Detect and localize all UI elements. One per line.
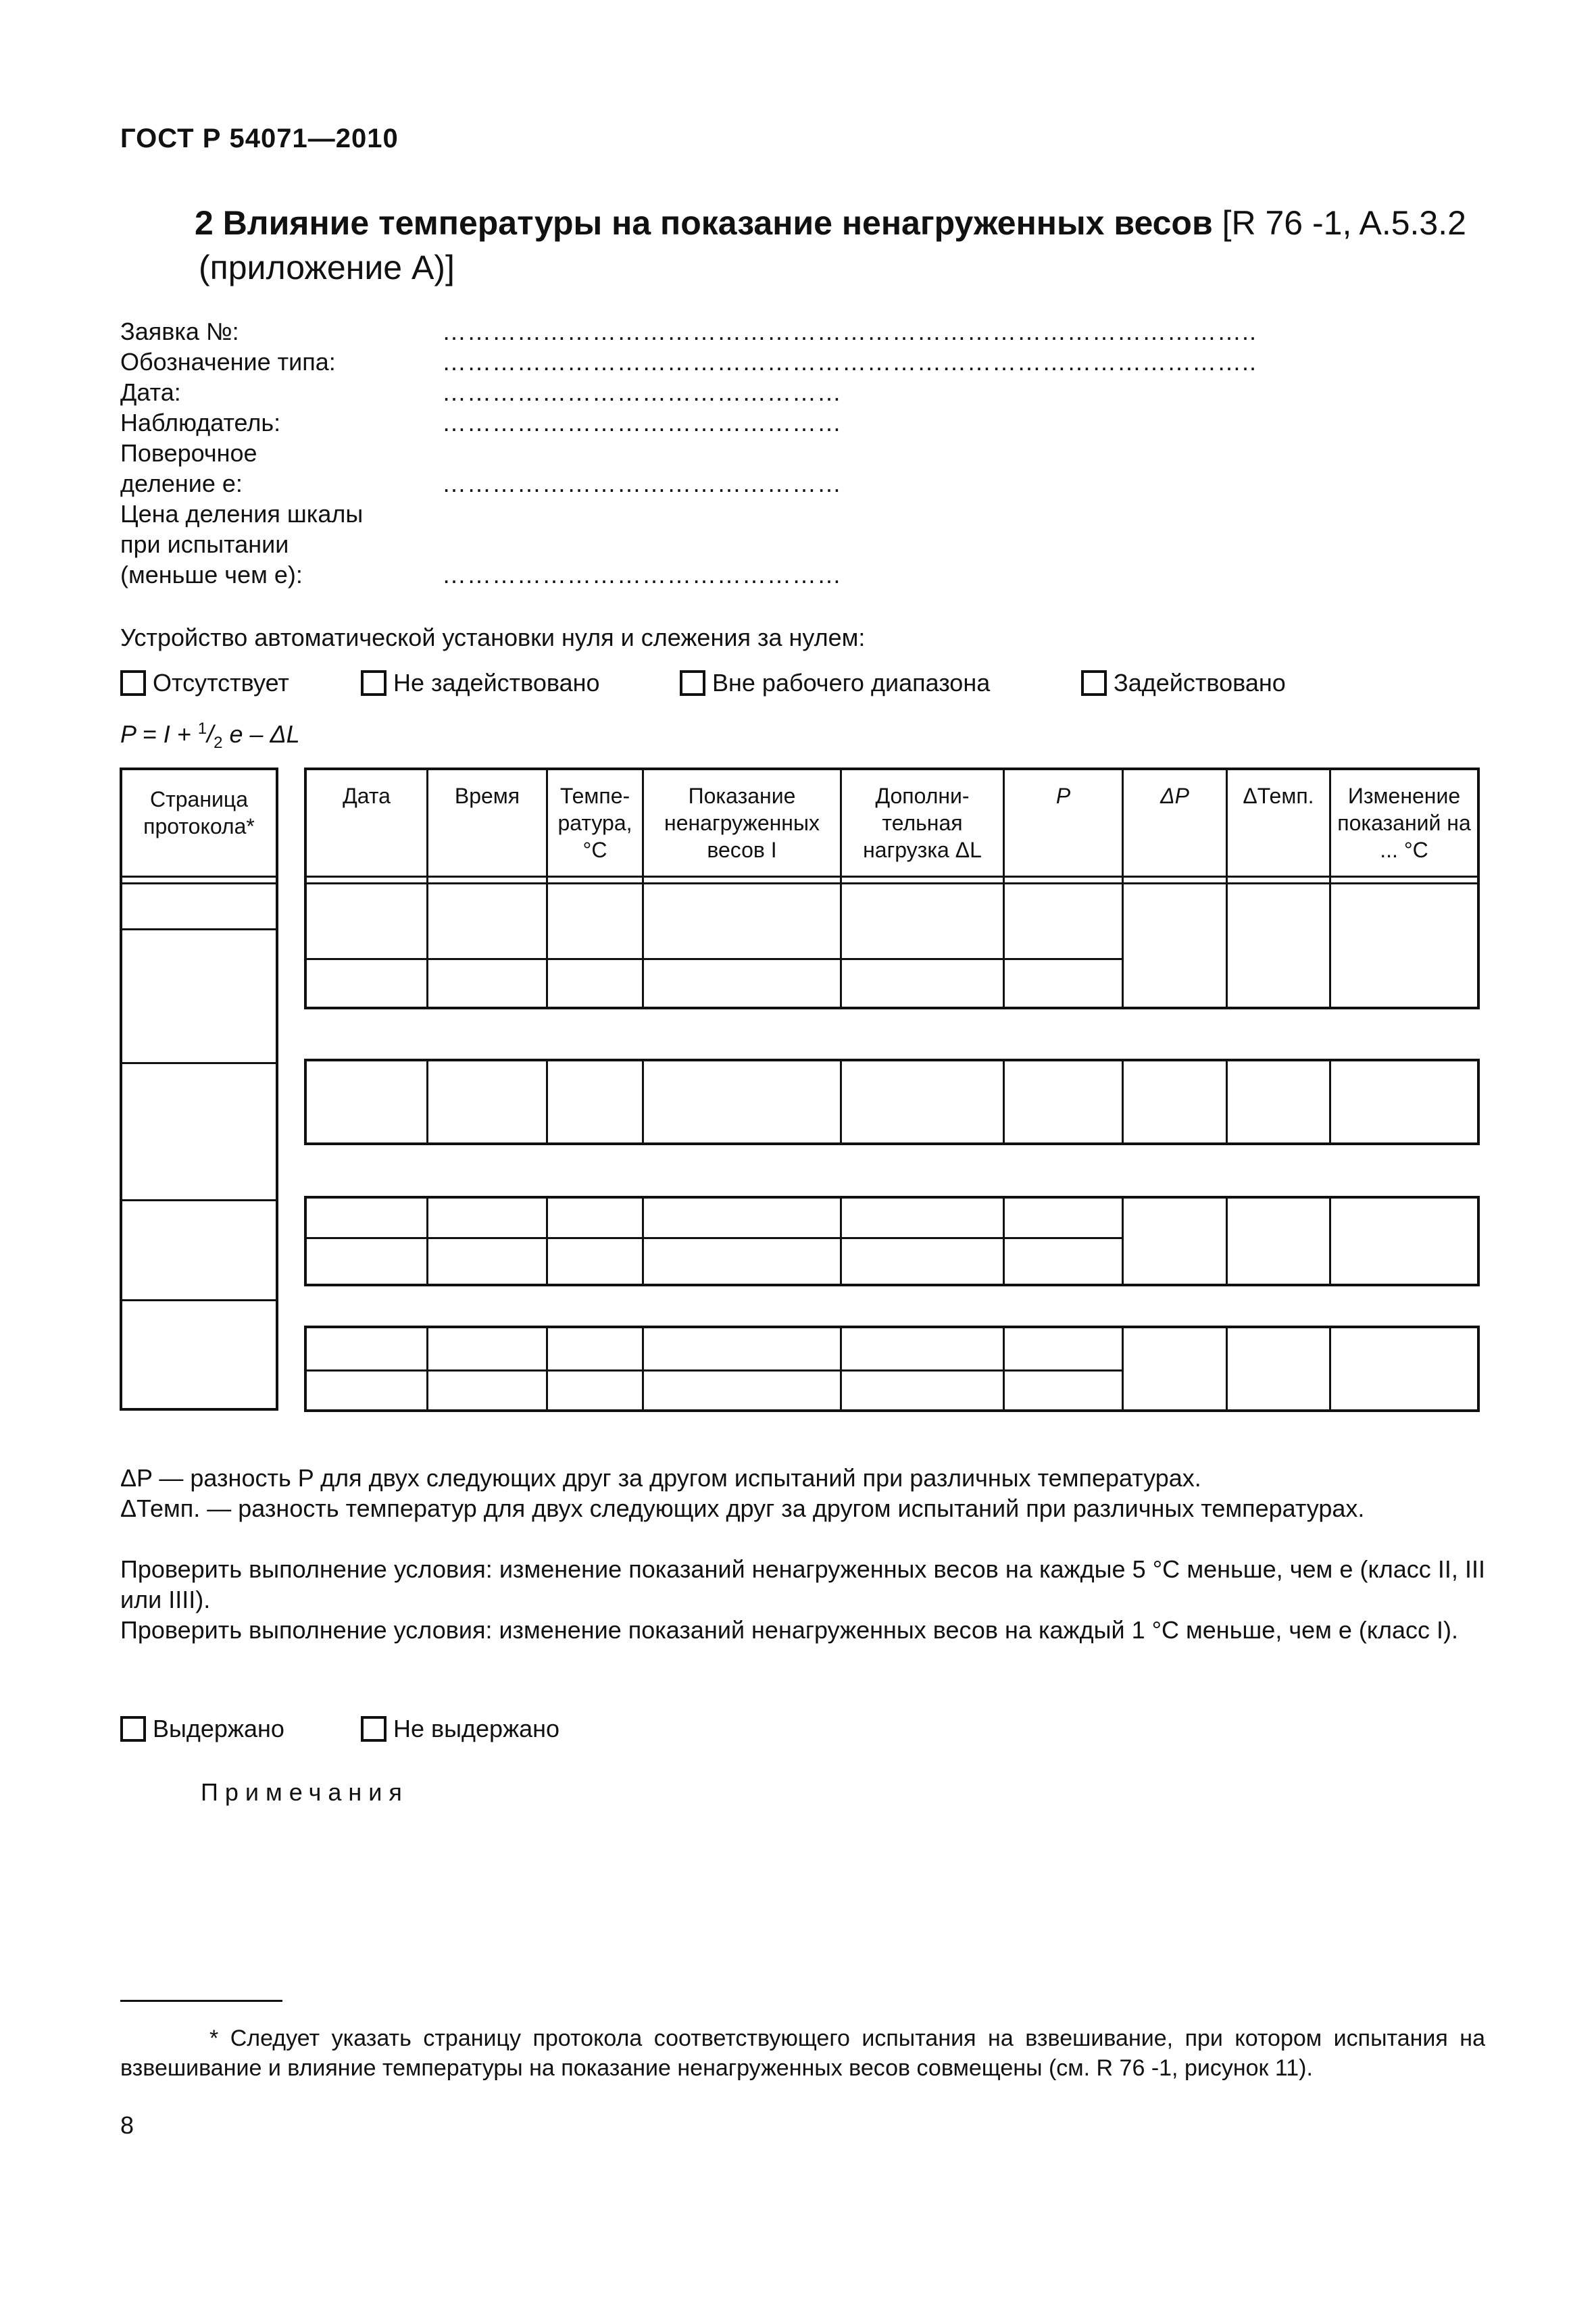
col-divider bbox=[1122, 1196, 1124, 1286]
footnote: * Следует указать страницу протокола соответствующего испытания на взвешивание, при котором испытания на взвешивание и влияние температуры на показание ненагруженных весов совмещены (см. R 76 -1, рисунок 11). bbox=[120, 2026, 1485, 2081]
field-dots[interactable]: …………………………………………………………………………………….. bbox=[442, 318, 1257, 345]
option-out-of-range[interactable] bbox=[680, 669, 990, 697]
main-table-block-2 bbox=[304, 1059, 1480, 1145]
header-divider bbox=[304, 876, 1480, 878]
col-divider bbox=[426, 1326, 428, 1412]
formula-sup: 1 bbox=[197, 720, 207, 738]
option-absent[interactable] bbox=[120, 669, 289, 697]
checkbox-icon[interactable] bbox=[361, 670, 386, 696]
header-delta-temp: ΔТемп. bbox=[1243, 784, 1314, 808]
col-divider bbox=[1329, 1196, 1331, 1286]
field-label bbox=[120, 468, 243, 499]
zero-device-heading: Устройство автоматической установки нуля и слежения за нулем: bbox=[120, 624, 866, 651]
formula-main: P = I + bbox=[120, 720, 198, 748]
header-delta-p: ΔP bbox=[1160, 784, 1189, 808]
col-divider bbox=[426, 1059, 428, 1145]
page-column-header: Страница протокола* bbox=[143, 787, 255, 838]
field-label: Цена деления шкалы bbox=[120, 500, 364, 528]
field-label: при испытании bbox=[120, 530, 289, 558]
col-divider bbox=[1329, 1326, 1331, 1412]
col-divider bbox=[426, 1196, 428, 1286]
page-col-divider bbox=[120, 1299, 278, 1301]
result-failed[interactable] bbox=[361, 1715, 559, 1743]
remarks-label: Примечания bbox=[201, 1778, 409, 1806]
page-col-divider bbox=[120, 928, 278, 930]
main-table-block-4 bbox=[304, 1326, 1480, 1412]
section-title bbox=[195, 201, 1492, 290]
page-col-divider bbox=[120, 1199, 278, 1201]
col-divider bbox=[642, 1196, 644, 1286]
option-label: Задействовано bbox=[1114, 669, 1286, 697]
option-label: Не задействовано bbox=[393, 669, 600, 697]
field-dots[interactable]: ………………………………………… bbox=[442, 409, 842, 436]
checkbox-icon[interactable] bbox=[1081, 670, 1107, 696]
formula-rest: e – ΔL bbox=[222, 720, 300, 748]
field-label: Наблюдатель: bbox=[120, 409, 281, 436]
col-divider bbox=[840, 1059, 842, 1145]
header-temperature: Темпе-ратура, °C bbox=[557, 784, 632, 862]
col-divider bbox=[546, 1196, 548, 1286]
field-label: Заявка №: bbox=[120, 318, 239, 345]
field-dots[interactable]: …………………………………………………………………………………….. bbox=[442, 348, 1257, 376]
result-label: Выдержано bbox=[153, 1715, 284, 1742]
field-dots[interactable]: ………………………………………… bbox=[442, 470, 842, 497]
field-dots[interactable]: ………………………………………… bbox=[442, 561, 842, 588]
option-label: Вне рабочего диапазона bbox=[712, 669, 991, 697]
result-passed[interactable] bbox=[120, 1715, 284, 1743]
document-code: ГОСТ Р 54071—2010 bbox=[120, 124, 399, 153]
col-divider bbox=[840, 1326, 842, 1412]
formula bbox=[120, 720, 300, 753]
col-divider bbox=[1122, 1326, 1124, 1412]
page-col-divider bbox=[120, 882, 278, 884]
page-col-divider bbox=[120, 876, 278, 878]
col-divider bbox=[546, 1059, 548, 1145]
col-divider bbox=[1329, 1059, 1331, 1145]
zero-device-options bbox=[0, 669, 1596, 703]
check-condition-2: Проверить выполнение условия: изменение показаний ненагруженных весов на каждый 1 °C меньше, чем e (класс I). bbox=[120, 1616, 1459, 1644]
delta-temp-note: ΔТемп. — разность температур для двух следующих друг за другом испытаний при различных температурах. bbox=[120, 1494, 1365, 1522]
section-title-annex: (приложение А)] bbox=[199, 249, 455, 286]
checkbox-icon[interactable] bbox=[120, 670, 146, 696]
header-p: P bbox=[1055, 784, 1071, 808]
field-dots[interactable]: ………………………………………… bbox=[442, 378, 842, 406]
formula-sub: 2 bbox=[214, 734, 223, 753]
header-additional-load: Дополни-тельная нагрузка ΔL bbox=[863, 784, 982, 862]
checkbox-icon[interactable] bbox=[680, 670, 705, 696]
field-label: Поверочное bbox=[120, 439, 257, 467]
col-divider bbox=[1226, 1059, 1228, 1145]
application-fields bbox=[120, 316, 1269, 593]
field-label: Дата: bbox=[120, 378, 181, 406]
check-condition-1: Проверить выполнение условия: изменение показаний ненагруженных весов на каждые 5 °C меньше, чем e (класс II, III или IIII). bbox=[120, 1555, 1485, 1613]
col-divider bbox=[1122, 1059, 1124, 1145]
formula-slash: / bbox=[207, 720, 214, 748]
option-label: Отсутствует bbox=[153, 669, 289, 697]
col-divider bbox=[1003, 1059, 1005, 1145]
result-options bbox=[0, 1715, 1596, 1749]
page-column-table bbox=[120, 768, 278, 1411]
result-label: Не выдержано bbox=[393, 1715, 560, 1742]
checkbox-icon[interactable] bbox=[361, 1716, 386, 1742]
section-title-main: 2 Влияние температуры на показание ненагруженных весов bbox=[195, 204, 1213, 242]
header-unloaded-reading: Показание ненагруженных весов I bbox=[664, 784, 820, 862]
col-divider bbox=[1003, 1196, 1005, 1286]
header-date: Дата bbox=[343, 784, 391, 808]
field-label-text: деление e: bbox=[120, 470, 243, 497]
header-divider bbox=[304, 882, 1480, 884]
option-used[interactable] bbox=[1081, 669, 1286, 697]
col-divider bbox=[642, 1059, 644, 1145]
col-divider bbox=[1226, 1326, 1228, 1412]
delta-p-note: ΔP — разность P для двух следующих друг за другом испытаний при различных температурах. bbox=[120, 1464, 1201, 1492]
col-divider bbox=[546, 1326, 548, 1412]
col-divider bbox=[840, 1196, 842, 1286]
col-divider bbox=[1226, 1196, 1228, 1286]
col-divider bbox=[642, 1326, 644, 1412]
main-table-block-3 bbox=[304, 1196, 1480, 1286]
option-not-used[interactable] bbox=[361, 669, 600, 697]
header-reading-change: Изменение показаний на ... °C bbox=[1337, 784, 1471, 862]
page-number: 8 bbox=[120, 2111, 134, 2139]
col-divider bbox=[1003, 1326, 1005, 1412]
checkbox-icon[interactable] bbox=[120, 1716, 146, 1742]
page-col-divider bbox=[120, 1062, 278, 1064]
section-title-reference: [R 76 -1, A.5.3.2 bbox=[1222, 204, 1466, 242]
footnote-rule bbox=[120, 2000, 282, 2002]
field-label: (меньше чем e): bbox=[120, 561, 303, 588]
header-time: Время bbox=[454, 784, 520, 808]
field-label: Обозначение типа: bbox=[120, 348, 336, 376]
